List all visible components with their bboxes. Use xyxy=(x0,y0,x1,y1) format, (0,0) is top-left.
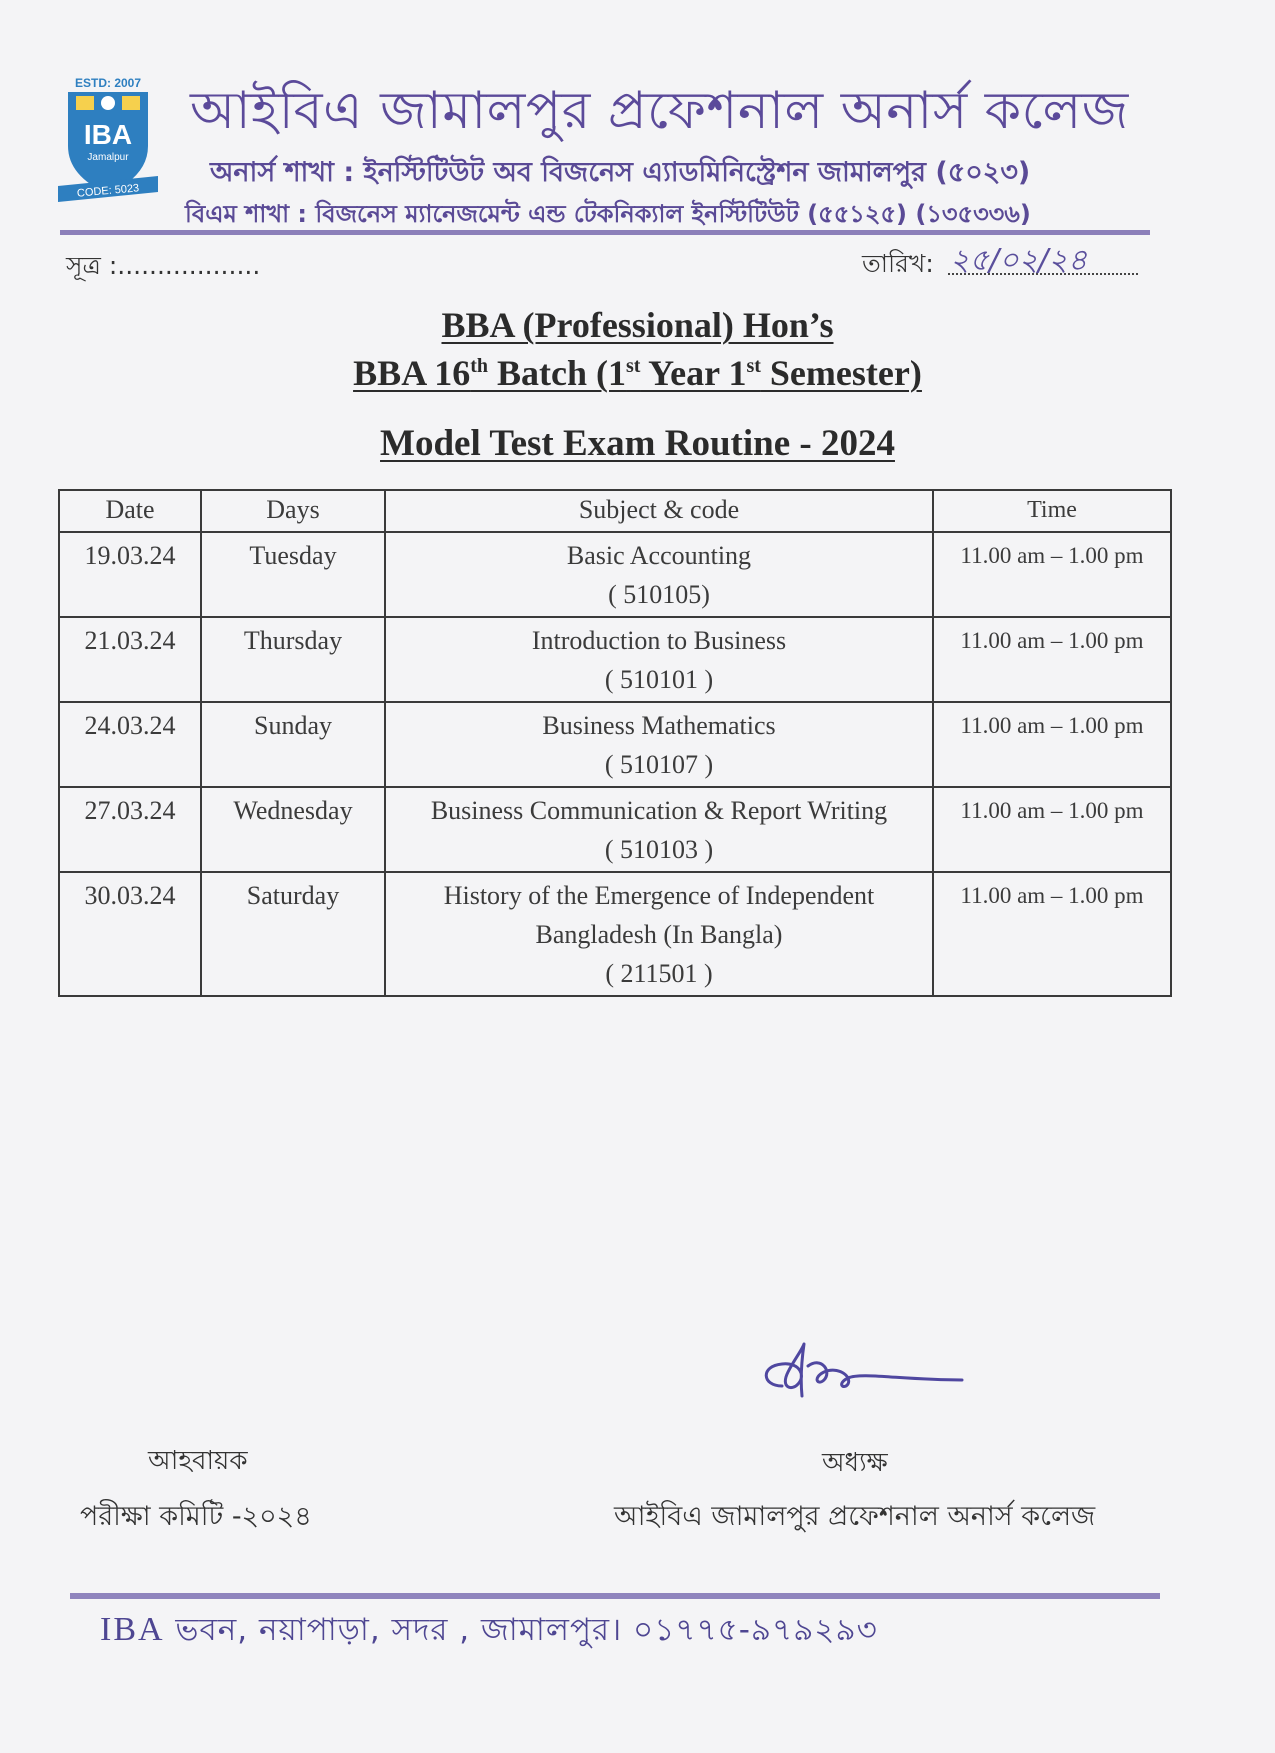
header-days: Days xyxy=(201,490,385,532)
table-row xyxy=(59,702,1171,787)
cell-subject: Business Mathematics ( 510107 ) xyxy=(385,702,933,787)
footer-address-text: ভবন, নয়াপাড়া, সদর , জামালপুর। ০১৭৭৫-৯৭৯২৯৩ xyxy=(164,1612,878,1648)
cell-day: Saturday xyxy=(201,872,385,996)
logo-name: IBA xyxy=(83,119,133,150)
cell-time: 11.00 am – 1.00 pm xyxy=(933,532,1171,617)
header-divider xyxy=(60,230,1150,235)
table-row xyxy=(59,872,1171,996)
college-name: আইবিএ জামালপুর প্রফেশনাল অনার্স কলেজ xyxy=(190,81,1129,141)
iba-logo xyxy=(56,76,160,210)
date-label: তারিখ: xyxy=(862,249,934,278)
principal-signature xyxy=(752,1336,972,1416)
logo-estd: ESTD: 2007 xyxy=(74,76,142,90)
bm-branch-line: বিএম শাখা : বিজনেস ম্যানেজমেন্ট এন্ড টেকনিক্যাল ইনস্টিটিউট (৫৫১২৫) (১৩৫৩৩৬) xyxy=(185,200,1031,228)
footer-divider xyxy=(70,1593,1160,1599)
cell-time: 11.00 am – 1.00 pm xyxy=(933,872,1171,996)
routine-title: Model Test Exam Routine - 2024 xyxy=(380,423,895,464)
principal-college-name: আইবিএ জামালপুর প্রফেশনাল অনার্স কলেজ xyxy=(614,1501,1096,1532)
header-subject: Subject & code xyxy=(385,490,933,532)
exam-committee: পরীক্ষা কমিটি -২০২৪ xyxy=(80,1501,312,1532)
cell-time: 11.00 am – 1.00 pm xyxy=(933,787,1171,872)
logo-code: CODE: 5023 xyxy=(76,182,140,200)
header-date: Date xyxy=(59,490,201,532)
cell-subject: History of the Emergence of Independent Bangladesh (In Bangla) ( 211501 ) xyxy=(385,872,933,996)
date-dotted-line xyxy=(948,273,1138,275)
cell-subject: Business Communication & Report Writing ( 510103 ) xyxy=(385,787,933,872)
cell-date: 21.03.24 xyxy=(59,617,201,702)
honours-branch-line: অনার্স শাখা : ইনস্টিটিউট অব বিজনেস এ্যাডমিনিস্ট্রেশন জামালপুর (৫০২৩) xyxy=(210,157,1031,188)
principal-title: অধ্যক্ষ xyxy=(822,1448,888,1478)
exam-routine-table xyxy=(58,489,1172,997)
header-time: Time xyxy=(933,490,1171,532)
reference-label: সূত্র :.................. xyxy=(66,251,261,280)
logo-city: Jamalpur xyxy=(87,152,129,163)
cell-time: 11.00 am – 1.00 pm xyxy=(933,617,1171,702)
cell-date: 30.03.24 xyxy=(59,872,201,996)
cell-day: Wednesday xyxy=(201,787,385,872)
table-row xyxy=(59,532,1171,617)
cell-subject: Introduction to Business ( 510101 ) xyxy=(385,617,933,702)
table-row xyxy=(59,617,1171,702)
cell-day: Tuesday xyxy=(201,532,385,617)
table-row xyxy=(59,787,1171,872)
batch-title: BBA 16th Batch (1st Year 1st Semester) xyxy=(353,353,922,393)
cell-date: 19.03.24 xyxy=(59,532,201,617)
cell-subject: Basic Accounting ( 510105) xyxy=(385,532,933,617)
handwritten-date: ২৫/০২/২৪ xyxy=(950,243,1088,278)
cell-day: Thursday xyxy=(201,617,385,702)
convener-title: আহবায়ক xyxy=(148,1446,248,1476)
footer-address xyxy=(100,1606,878,1658)
cell-time: 11.00 am – 1.00 pm xyxy=(933,702,1171,787)
cell-date: 24.03.24 xyxy=(59,702,201,787)
table-header-row xyxy=(59,490,1171,532)
cell-date: 27.03.24 xyxy=(59,787,201,872)
program-title: BBA (Professional) Hon’s xyxy=(441,305,834,345)
footer-iba: IBA xyxy=(100,1611,165,1648)
cell-day: Sunday xyxy=(201,702,385,787)
